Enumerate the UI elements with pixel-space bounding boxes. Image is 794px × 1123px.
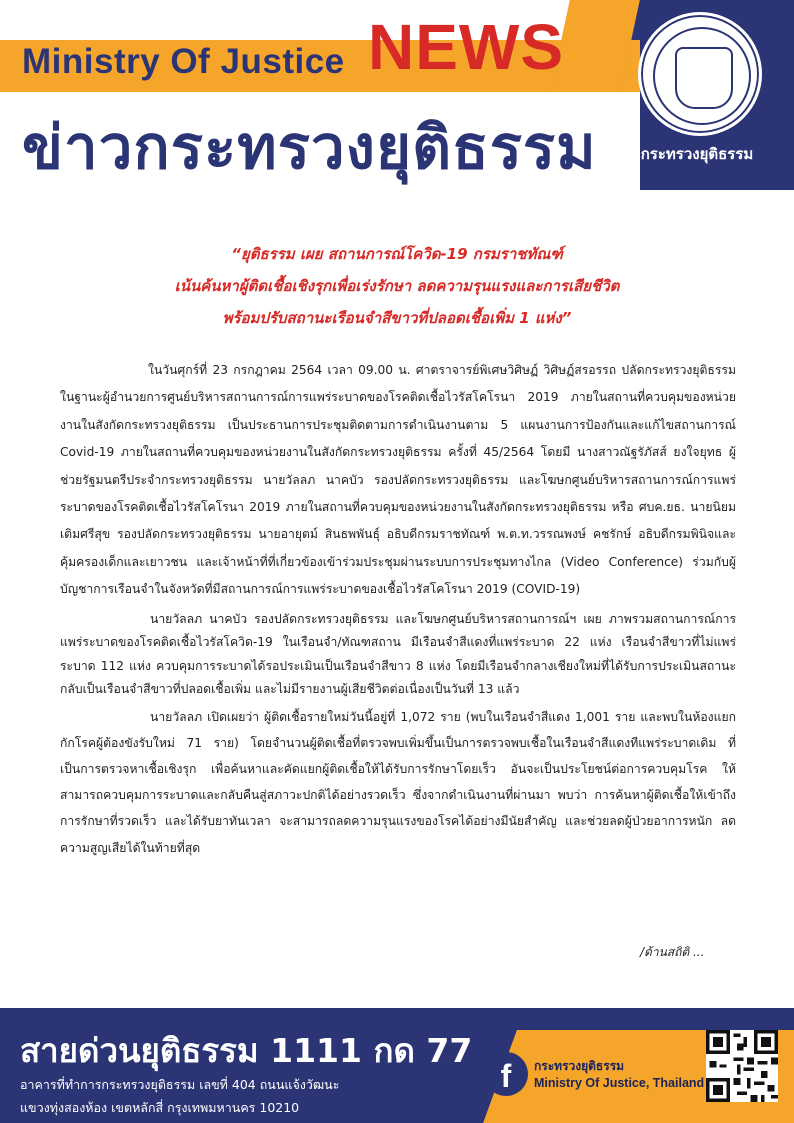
facebook-icon[interactable]: f xyxy=(484,1052,528,1096)
headline-line-3: พร้อมปรับสถานะเรือนจำสีขาวที่ปลอดเชื้อเพิ่ม 1 แห่ง” xyxy=(222,309,572,327)
address-line-1: อาคารที่ทำการกระทรวงยุติธรรม เลขที่ 404 ถนนแจ้งวัฒนะ xyxy=(20,1077,340,1092)
news-headline xyxy=(40,238,754,334)
paragraph-2: นายวัลลภ นาคบัว รองปลัดกระทรวงยุติธรรม และโฆษกศูนย์บริหารสถานการณ์ฯ เผย ภาพรวมสถานการณ์การแพร่ระบาดของโรคติดเชื้อไวรัสโควิด-19 ในเรือนจำ/ทัณฑสถาน มีเรือนจำสีแดงที่แพร่ระบาด 22 แห่ง เรือนจำสีขาวที่ไม่แพร่ระบาด 112 แห่ง ควบคุมการระบาดได้รอประเมินเป็นเรือนจำสีขาว 8 แห่ง โดยมีเรือนจำกลางเชียงใหม่ที่ได้รับการประเมินสถานะกลับเป็นเรือนจำสีขาวที่ปลอดเชื้อเพิ่ม และไม่มีรายงานผู้เสียชีวิตต่อเนื่องเป็นวันที่ 13 แล้ว xyxy=(60,611,736,697)
brand-news: NEWS xyxy=(368,11,564,83)
headline-line-1: “ยุติธรรม เผย สถานการณ์โควิด-19 กรมราชทัณฑ์ xyxy=(231,245,563,263)
paragraph-3: นายวัลลภ เปิดเผยว่า ผู้ติดเชื้อรายใหม่วันนี้อยู่ที่ 1,072 ราย (พบในเรือนจำสีแดง 1,001 ราย และพบในห้องแยกกักโรคผู้ต้องขังรับใหม่ 71 ราย) โดยจำนวนผู้ติดเชื้อที่ตรวจพบเพิ่มขึ้นเป็นการตรวจพบเชื้อในเรือนจำสีแดงทีแพร่ระบาดเดิม ที่เป็นการตรวจหาเชื้อเชิงรุก เพื่อค้นหาและคัดแยกผู้ติดเชื้อให้ได้รับการรักษาโดยเร็ว อันจะเป็นประโยชน์ต่อการควบคุมโรค ให้สามารถควบคุมการระบาดและกลับคืนสู่สภาวะปกติได้อย่างรวดเร็ว ซึ่งจากดำเนินงานที่ผ่านมา พบว่า การค้นหาผู้ติดเชื้อให้เข้าถึงการรักษาที่รวดเร็ว และได้รับยาทันเวลา จะสามารถลดความรุนแรงของโรคได้อย่างมีนัยสำคัญ และช่วยลดผู้ป่วยอาการหนัก ลดความสูญเสียได้ในท้ายที่สุด xyxy=(60,709,736,855)
headline-line-2: เน้นค้นหาผู้ติดเชื้อเชิงรุกเพื่อเร่งรักษา ลดความรุนแรงและการเสียชีวิต xyxy=(174,277,620,295)
brand-english: Ministry Of Justice xyxy=(22,42,345,81)
article-body xyxy=(60,357,736,861)
facebook-page-thai[interactable]: กระทรวงยุติธรรม xyxy=(534,1059,625,1073)
qr-code-icon xyxy=(706,1030,778,1102)
facebook-page-english[interactable]: Ministry Of Justice, Thailand xyxy=(534,1076,705,1090)
hotline-text: สายด่วนยุติธรรม 1111 กด 77 xyxy=(20,1031,473,1070)
ministry-seal-icon xyxy=(638,12,762,136)
seal-emblem xyxy=(675,47,733,109)
paragraph-1: ในวันศุกร์ที่ 23 กรกฎาคม 2564 เวลา 09.00 น. ศาตราจารย์พิเศษวิศิษฏ์ วิศิษฏ์สรอรรถ ปลัดกระทรวงยุติธรรม ในฐานะผู้อำนวยการศูนย์บริหารสถานการณ์การแพร่ระบาดของโรคติดเชื้อไวรัสโคโรนา 2019 ภายในสถานที่ควบคุมของหน่วยงานในสังกัดกระทรวงยุติธรรม เป็นประธานการประชุมติดตามการดำเนินงานตาม 5 แผนงานการป้องกันและแก้ไขสถานการณ์ Covid-19 ภายในสถานที่ควบคุมของหน่วยงานในสังกัดกระทรวงยุติธรรม ครั้งที่ 45/2564 โดยมี นางสาวณัฐรัภัสส์ ยงใจยุทธ ผู้ช่วยรัฐมนตรีประจำกระทรวงยุติธรรม นายวัลลภ นาคบัว รองปลัดกระทรวงยุติธรรม และโฆษกศูนย์บริหารสถานการณ์การแพร่ระบาดของโรคติดเชื้อไวรัสโคโรนา 2019 ภายในสถานที่ควบคุมของหน่วยงานในสังกัดกระทรวงยุติธรรม หรือ ศบค.ยธ. นายนิยม เติมศรีสุข รองปลัดกระทรวงยุติธรรม นายอายุตม์ สินธพพันธุ์ อธิบดีกรมราชทัณฑ์ พ.ต.ท.วรรณพงษ์ คชรักษ์ อธิบดีกรมพินิจและคุ้มครองเด็กและเยาวชน และเจ้าหน้าที่ที่เกี่ยวข้องเข้าร่วมประชุมผ่านระบบการประชุมทางไกล (Video Conference) ร่วมกับผู้บัญชาการเรือนจำในจังหวัดที่มีสถานการณ์การแพร่ระบาดของเชื้อไวรัสโคโรนา 2019 (COVID-19) xyxy=(60,363,736,597)
continued-note: /ด้านสถิติ ... xyxy=(640,945,705,959)
seal-label: กระทรวงยุติธรรม xyxy=(640,145,754,163)
header-banner xyxy=(0,0,794,215)
address-line-2: แขวงทุ่งสองห้อง เขตหลักสี่ กรุงเทพมหานคร 10210 xyxy=(20,1100,300,1115)
seal-ring xyxy=(653,27,751,125)
brand-thai: ข่าวกระทรวงยุติธรรม xyxy=(22,113,597,183)
